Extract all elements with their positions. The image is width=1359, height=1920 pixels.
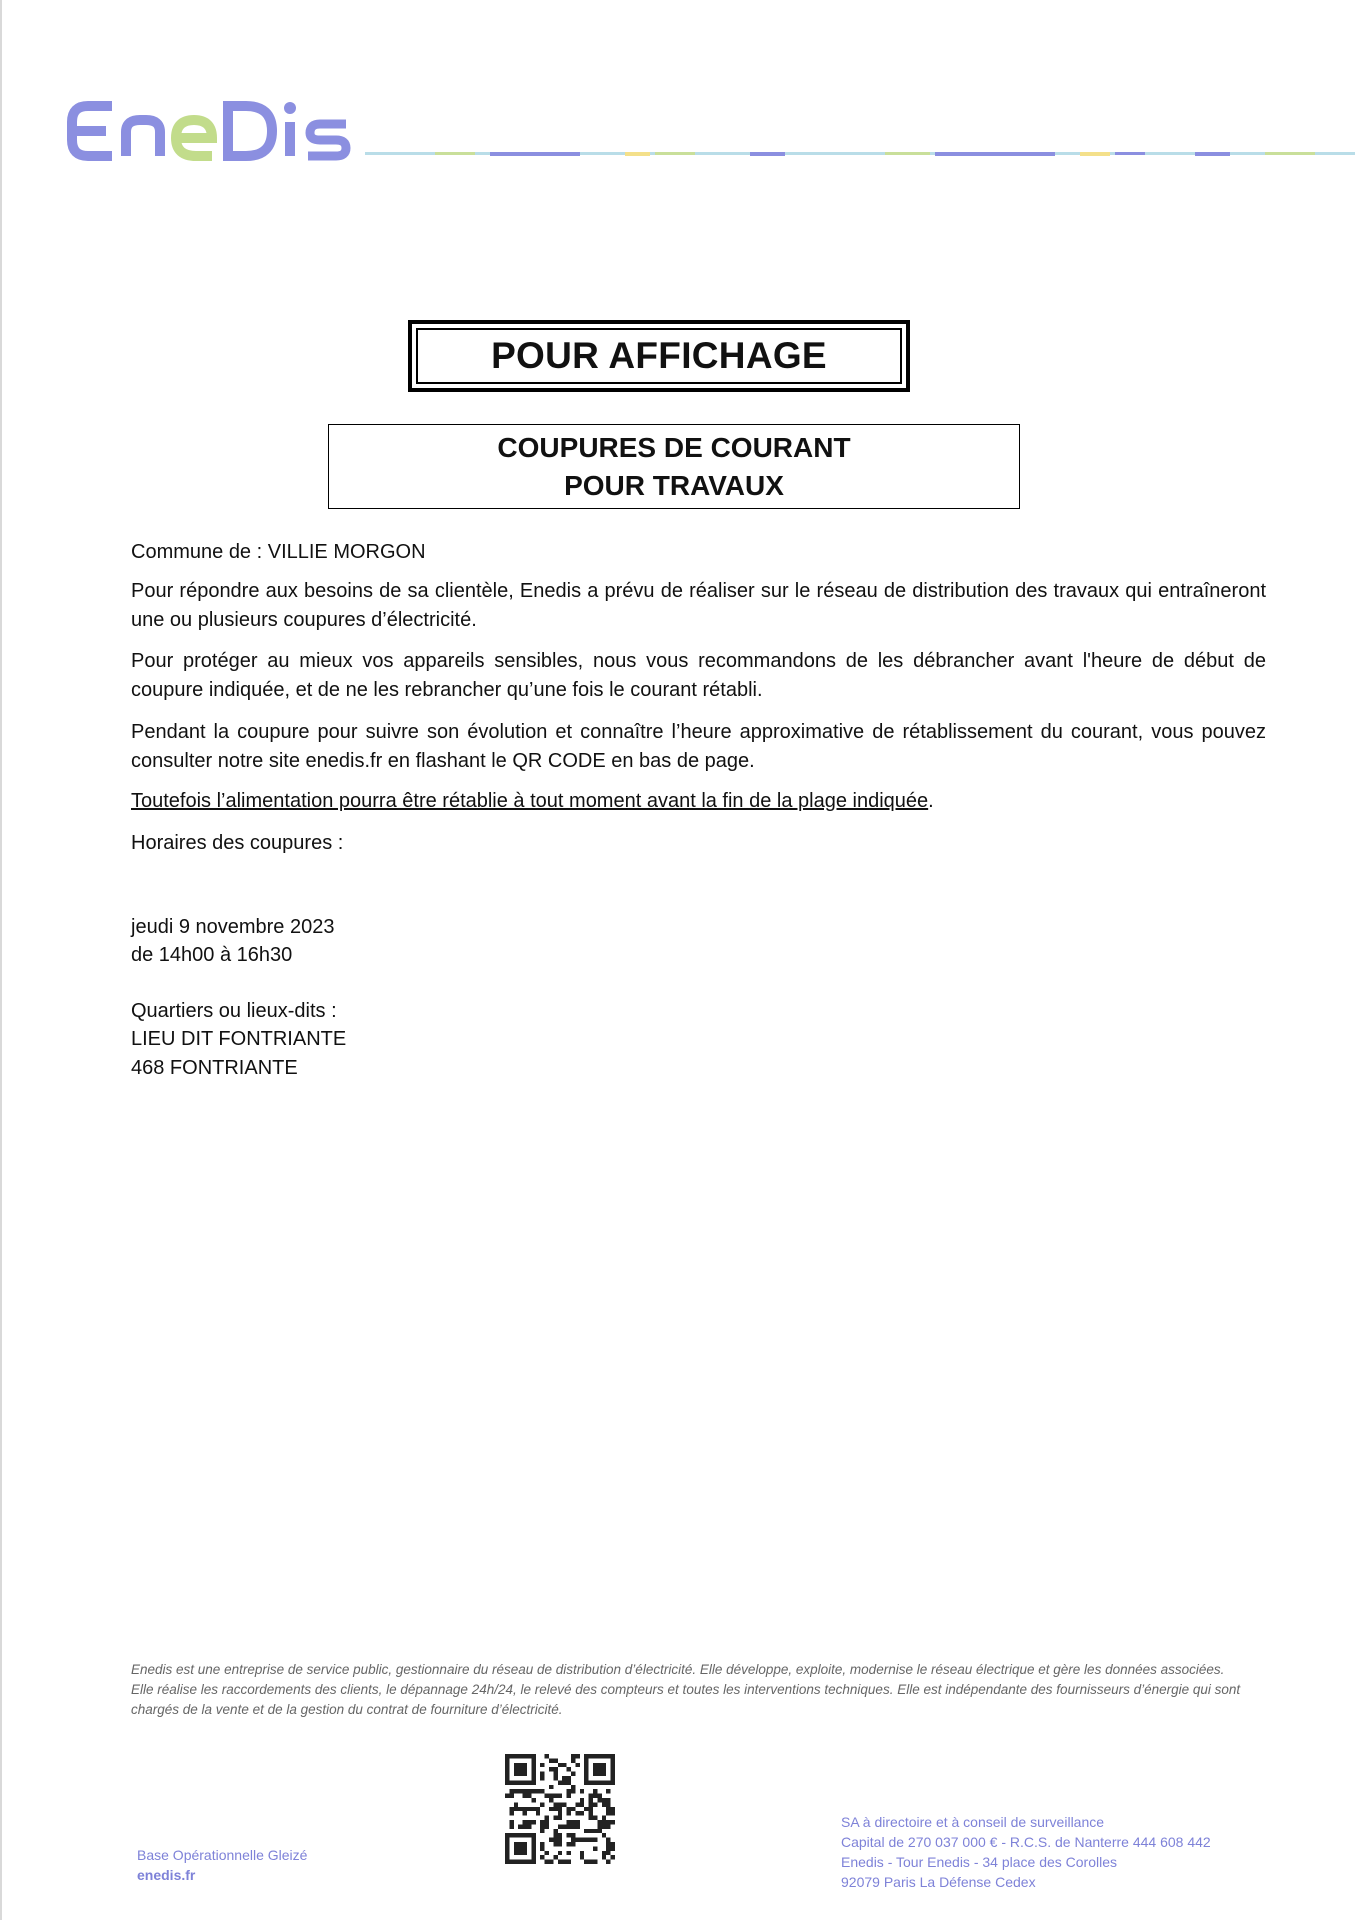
location-item: 468 FONTRIANTE [131,1057,298,1079]
title-box [408,320,910,392]
page-edge [0,0,2,1920]
outage-time: de 14h00 à 16h30 [131,944,293,966]
subtitle-line1: COUPURES DE COURANT [497,431,851,463]
warning-line [131,787,1266,816]
paragraph-2-text: Pour protéger au mieux vos appareils sensibles, nous vous recommandons de les débrancher avant l'heure de début de coupure indiquée, et de ne les rebrancher qu’une fois le courant rétabli. [131,650,1266,701]
warning-period: . [928,790,934,812]
footer-disclaimer: Enedis est une entreprise de service public, gestionnaire du réseau de distribution d’électricité. Elle développe, exploite, modernise le réseau électrique et gère les données associées. Elle réalise les raccordements des clients, le dépannage 24h/24, le relevé des compteurs et toutes les interventions techniques. Elle est indépendante des fournisseurs d’énergie qui sont chargés de la vente et de la gestion du contrat de fourniture d’électricité. [131,1662,1241,1717]
footer-legal-line: 92079 Paris La Défense Cedex [841,1874,1036,1890]
footer-legal-line: SA à directoire et à conseil de surveillance [841,1814,1105,1830]
location-item: LIEU DIT FONTRIANTE [131,1028,347,1050]
footer-base-name: Base Opérationnelle Gleizé [137,1847,308,1863]
page-title: POUR AFFICHAGE [416,328,902,384]
commune-line: Commune de : VILLIE MORGON [131,541,426,563]
decorative-line [365,151,1355,157]
subtitle-box [328,424,1020,509]
footer-legal-line: Capital de 270 037 000 € - R.C.S. de Nanterre 444 608 442 [841,1834,1211,1850]
footer-left [137,1845,307,1885]
footer-website-link[interactable]: enedis.fr [137,1867,196,1883]
paragraph-2 [131,647,1266,705]
subtitle-line2: POUR TRAVAUX [564,469,784,501]
schedule-label: Horaires des coupures : [131,832,344,854]
footer-legal-line: Enedis - Tour Enedis - 34 place des Corolles [841,1854,1118,1870]
paragraph-3-text: Pendant la coupure pour suivre son évolution et connaître l’heure approximative de rétablissement du courant, vous pouvez consulter notre site enedis.fr en flashant le QR CODE en bas de page. [131,721,1266,772]
paragraph-1-text: Pour répondre aux besoins de sa clientèle, Enedis a prévu de réaliser sur le réseau de distribution des travaux qui entraîneront une ou plusieurs coupures d’électricité. [131,580,1266,631]
footer-right [841,1812,1211,1892]
locations-label: Quartiers ou lieux-dits : [131,1000,337,1022]
paragraph-1 [131,577,1266,635]
enedis-logo [66,96,356,164]
paragraph-3 [131,718,1266,776]
outage-date: jeudi 9 novembre 2023 [131,916,335,938]
qr-code[interactable] [505,1754,615,1864]
warning-text: Toutefois l’alimentation pourra être rétablie à tout moment avant la fin de la plage indiquée [131,790,929,812]
